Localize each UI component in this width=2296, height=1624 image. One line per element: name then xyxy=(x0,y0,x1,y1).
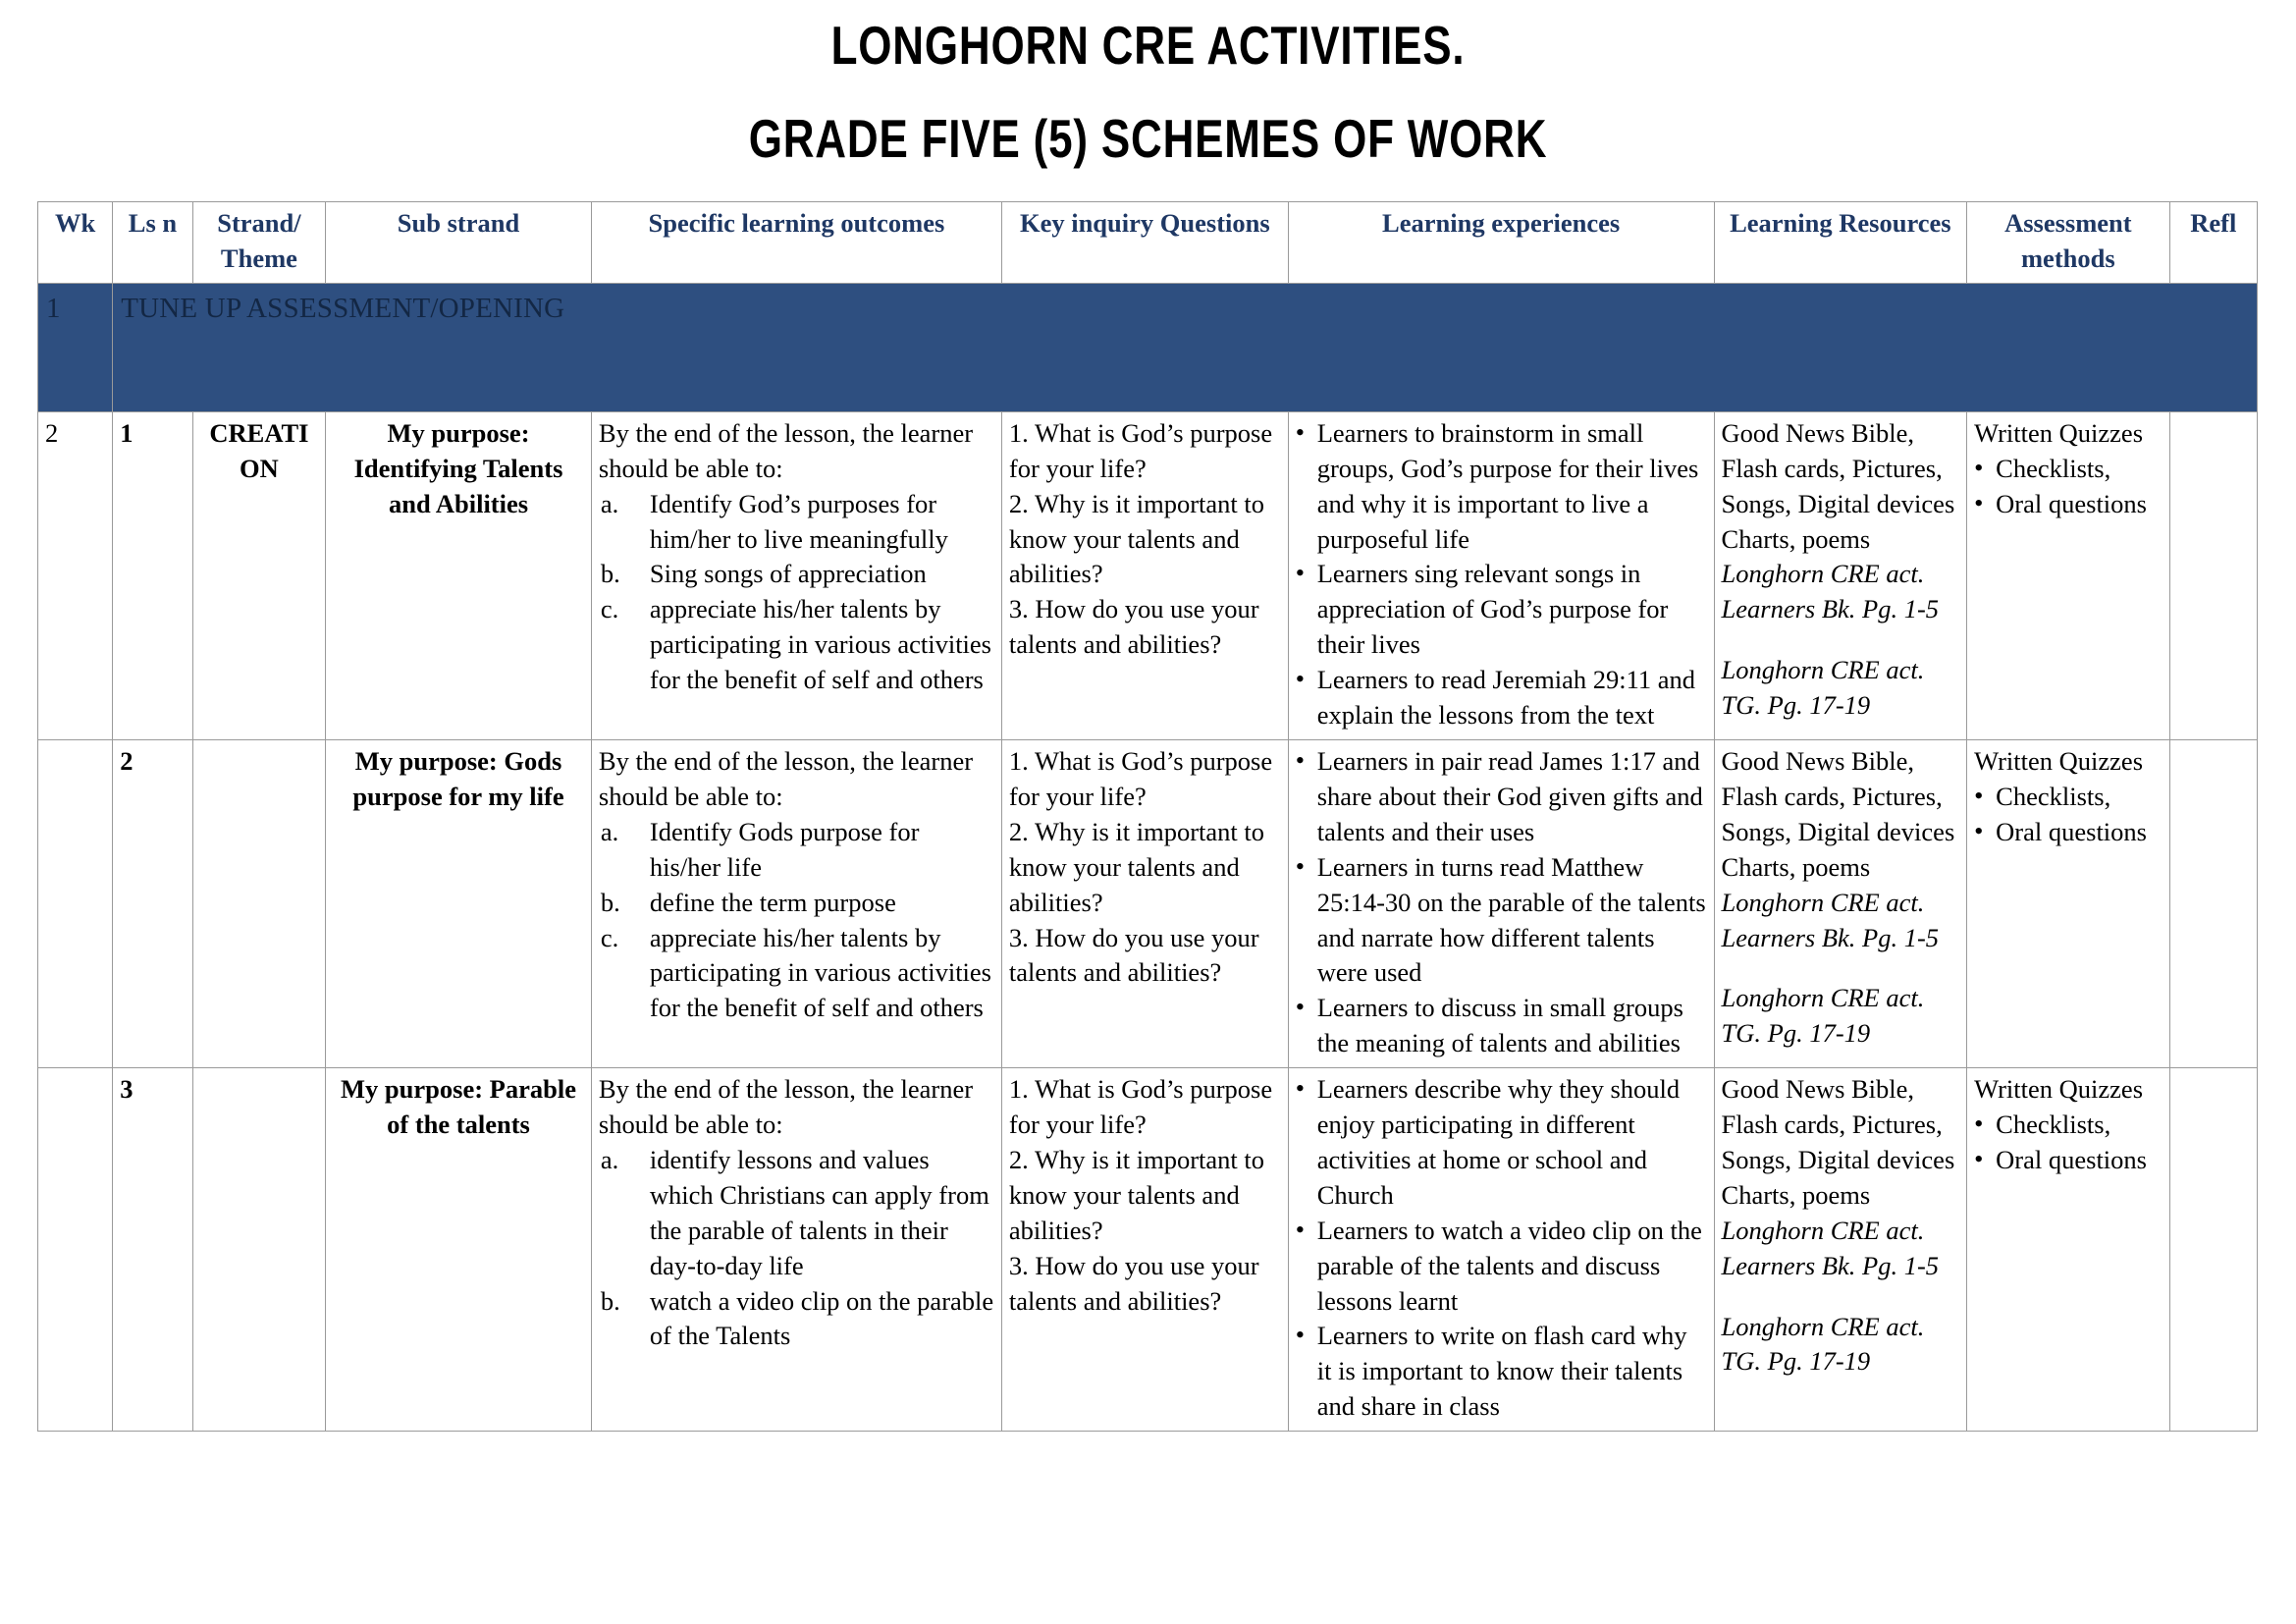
cell-strand xyxy=(192,739,325,1067)
cell-learning-resources xyxy=(1714,1068,1967,1432)
cell-lesson: 3 xyxy=(113,1068,193,1432)
column-header-learning-experiences: Learning experiences xyxy=(1288,202,1714,284)
cell-week: 2 xyxy=(38,411,113,739)
table-row xyxy=(38,739,2258,1067)
cell-reflection xyxy=(2169,739,2257,1067)
key-inquiry-question: 1. What is God’s purpose for your life? xyxy=(1008,417,1273,483)
column-header-wk: Wk xyxy=(38,202,113,284)
cell-week xyxy=(38,739,113,1067)
cell-lesson: 1 xyxy=(113,411,193,739)
outcomes-list xyxy=(599,487,994,698)
column-header-key-inquiry-questions: Key inquiry Questions xyxy=(1001,202,1288,284)
table-header xyxy=(38,202,2258,284)
outcomes-list xyxy=(599,1143,994,1354)
learning-experience-item: • Learners to discuss in small groups the meaning of talents and abilities xyxy=(1296,991,1707,1061)
cell-key-inquiry-questions xyxy=(1001,1068,1288,1432)
assessment-method-item: • Oral questions xyxy=(1974,487,2162,522)
column-header-assessment-methods: Assessment methods xyxy=(1967,202,2169,284)
learning-experiences-list xyxy=(1296,744,1707,1061)
cell-strand: CREATI ON xyxy=(192,411,325,739)
outcome-item-label: b. xyxy=(600,887,620,917)
learning-experiences-list xyxy=(1296,416,1707,733)
outcome-item: b. define the term purpose xyxy=(599,886,994,921)
document-subtitle: GRADE FIVE (5) SCHEMES OF WORK xyxy=(748,107,1548,169)
cell-substrand: My purpose: Gods purpose for my life xyxy=(326,739,592,1067)
cell-assessment-methods xyxy=(1967,1068,2169,1432)
cell-key-inquiry-questions xyxy=(1001,411,1288,739)
assessment-method-item: • Oral questions xyxy=(1974,1143,2162,1178)
outcome-item: a. Identify Gods purpose for his/her life xyxy=(600,816,920,882)
column-header-lesson: Ls n xyxy=(113,202,193,284)
key-inquiry-question: 3. How do you use your talents and abilities? xyxy=(1008,594,1259,660)
learning-resources-teachers-guide-reference: Longhorn CRE act. TG. Pg. 17-19 xyxy=(1721,1311,1925,1377)
assessment-method-item: • Checklists, xyxy=(1974,1108,2162,1143)
column-header-outcomes: Specific learning outcomes xyxy=(591,202,1001,284)
outcome-item-label: b. xyxy=(600,1285,620,1316)
learning-experience-item: • Learners to read Jeremiah 29:11 and explain the lessons from the text xyxy=(1296,663,1707,733)
assessment-method-item: • Checklists, xyxy=(1974,452,2162,487)
key-inquiry-question: 2. Why is it important to know your talents and abilities? xyxy=(1008,1144,1265,1245)
key-inquiry-question: 3. How do you use your talents and abilities? xyxy=(1008,1250,1259,1316)
learning-experience-item: • Learners sing relevant songs in appreciation of God’s purpose for their lives xyxy=(1296,557,1707,663)
banner-week-number: 1 xyxy=(38,283,113,411)
cell-learning-resources xyxy=(1714,739,1967,1067)
cell-strand xyxy=(192,1068,325,1432)
banner-cell xyxy=(113,283,2258,411)
cell-learning-outcomes xyxy=(591,411,1001,739)
learning-resources-plain: Good News Bible, Flash cards, Pictures, Songs, Digital devices Charts, poems xyxy=(1721,1074,1955,1210)
column-header-reflection: Refl xyxy=(2169,202,2257,284)
assessment-methods-list xyxy=(1974,780,2162,850)
learning-experiences-list xyxy=(1296,1072,1707,1425)
table-row xyxy=(38,1068,2258,1432)
outcomes-lead: By the end of the lesson, the learner should be able to: xyxy=(598,417,974,483)
assessment-lead: Written Quizzes xyxy=(1974,417,2144,448)
outcome-item: b. Sing songs of appreciation xyxy=(599,557,994,592)
key-inquiry-question: 2. Why is it important to know your talents and abilities? xyxy=(1008,816,1265,917)
cell-learning-outcomes xyxy=(591,739,1001,1067)
document-title: LONGHORN CRE ACTIVITIES. xyxy=(830,15,1466,76)
column-header-learning-resources: Learning Resources xyxy=(1714,202,1967,284)
table-row xyxy=(38,411,2258,739)
learning-resources-learners-book-reference: Longhorn CRE act. Learners Bk. Pg. 1-5 xyxy=(1721,1215,1940,1280)
outcome-item-label: b. xyxy=(600,559,620,589)
column-header-substrand: Sub strand xyxy=(326,202,592,284)
resources-spacer xyxy=(1722,1284,1960,1310)
outcome-item-label: a. xyxy=(600,816,619,846)
assessment-lead: Written Quizzes xyxy=(1974,1074,2144,1105)
outcomes-lead: By the end of the lesson, the learner should be able to: xyxy=(598,745,974,811)
schemes-of-work-table-wrapper xyxy=(37,201,2258,1432)
learning-resources-learners-book-reference: Longhorn CRE act. Learners Bk. Pg. 1-5 xyxy=(1721,887,1940,952)
outcome-item-label: a. xyxy=(600,488,619,518)
outcome-item: a. identify lessons and values which Christians can apply from the parable of talents in their day-to-day life xyxy=(600,1144,989,1280)
assessment-lead: Written Quizzes xyxy=(1974,745,2144,776)
cell-learning-resources xyxy=(1714,411,1967,739)
learning-resources-learners-book-reference: Longhorn CRE act. Learners Bk. Pg. 1-5 xyxy=(1721,559,1940,624)
banner-label: TUNE UP ASSESSMENT/OPENING xyxy=(121,292,565,324)
outcome-item: b. watch a video clip on the parable of the Talents xyxy=(600,1285,994,1351)
column-header-strand: Strand/ Theme xyxy=(192,202,325,284)
outcome-item: a. Identify God’s purposes for him/her to live meaningfully xyxy=(600,488,948,554)
schemes-of-work-table xyxy=(37,201,2258,1432)
cell-learning-experiences xyxy=(1288,739,1714,1067)
table-header-row xyxy=(38,202,2258,284)
learning-resources-teachers-guide-reference: Longhorn CRE act. TG. Pg. 17-19 xyxy=(1721,655,1925,721)
learning-resources-plain: Good News Bible, Flash cards, Pictures, Songs, Digital devices Charts, poems xyxy=(1721,417,1955,554)
cell-key-inquiry-questions xyxy=(1001,739,1288,1067)
outcomes-lead: By the end of the lesson, the learner should be able to: xyxy=(598,1074,974,1140)
cell-reflection xyxy=(2169,1068,2257,1432)
cell-substrand: My purpose: Identifying Talents and Abilities xyxy=(326,411,592,739)
tune-up-banner-row xyxy=(38,283,2258,411)
table-body xyxy=(38,283,2258,1431)
learning-experience-item: • Learners in pair read James 1:17 and share about their God given gifts and talents and their uses xyxy=(1296,744,1707,850)
cell-reflection xyxy=(2169,411,2257,739)
cell-learning-experiences xyxy=(1288,1068,1714,1432)
outcomes-list xyxy=(599,815,994,1026)
assessment-method-item: • Checklists, xyxy=(1974,780,2162,815)
key-inquiry-question: 2. Why is it important to know your talents and abilities? xyxy=(1008,488,1265,589)
key-inquiry-question: 1. What is God’s purpose for your life? xyxy=(1008,745,1273,811)
cell-week xyxy=(38,1068,113,1432)
learning-experience-item: • Learners to brainstorm in small groups, God’s purpose for their lives and why it is important to live a purposeful life xyxy=(1296,416,1707,558)
key-inquiry-question: 1. What is God’s purpose for your life? xyxy=(1008,1074,1273,1140)
learning-experience-item: • Learners to watch a video clip on the parable of the talents and discuss lessons learnt xyxy=(1296,1214,1707,1320)
assessment-method-item: • Oral questions xyxy=(1974,815,2162,850)
cell-substrand: My purpose: Parable of the talents xyxy=(326,1068,592,1432)
outcome-item-label: c. xyxy=(600,594,619,624)
outcome-item: c. appreciate his/her talents by participating in various activities for the benefit of self and others xyxy=(600,594,991,695)
cell-assessment-methods xyxy=(1967,739,2169,1067)
cell-assessment-methods xyxy=(1967,411,2169,739)
resources-spacer xyxy=(1722,627,1960,653)
document-titles xyxy=(0,0,2296,171)
learning-experience-item: • Learners in turns read Matthew 25:14-30 on the parable of the talents and narrate how different talents were used xyxy=(1296,850,1707,992)
learning-resources-plain: Good News Bible, Flash cards, Pictures, Songs, Digital devices Charts, poems xyxy=(1721,745,1955,882)
learning-experience-item: • Learners describe why they should enjoy participating in different activities at home or school and Church xyxy=(1296,1072,1707,1214)
learning-experience-item: • Learners to write on flash card why it is important to know their talents and share in class xyxy=(1296,1319,1707,1425)
outcome-item-label: a. xyxy=(600,1144,619,1174)
cell-learning-outcomes xyxy=(591,1068,1001,1432)
outcome-item: c. appreciate his/her talents by participating in various activities for the benefit of self and others xyxy=(600,922,991,1023)
outcome-item-label: c. xyxy=(600,922,619,952)
assessment-methods-list xyxy=(1974,452,2162,522)
cell-learning-experiences xyxy=(1288,411,1714,739)
cell-lesson: 2 xyxy=(113,739,193,1067)
resources-spacer xyxy=(1722,955,1960,981)
learning-resources-teachers-guide-reference: Longhorn CRE act. TG. Pg. 17-19 xyxy=(1721,983,1925,1049)
assessment-methods-list xyxy=(1974,1108,2162,1178)
key-inquiry-question: 3. How do you use your talents and abilities? xyxy=(1008,922,1259,988)
